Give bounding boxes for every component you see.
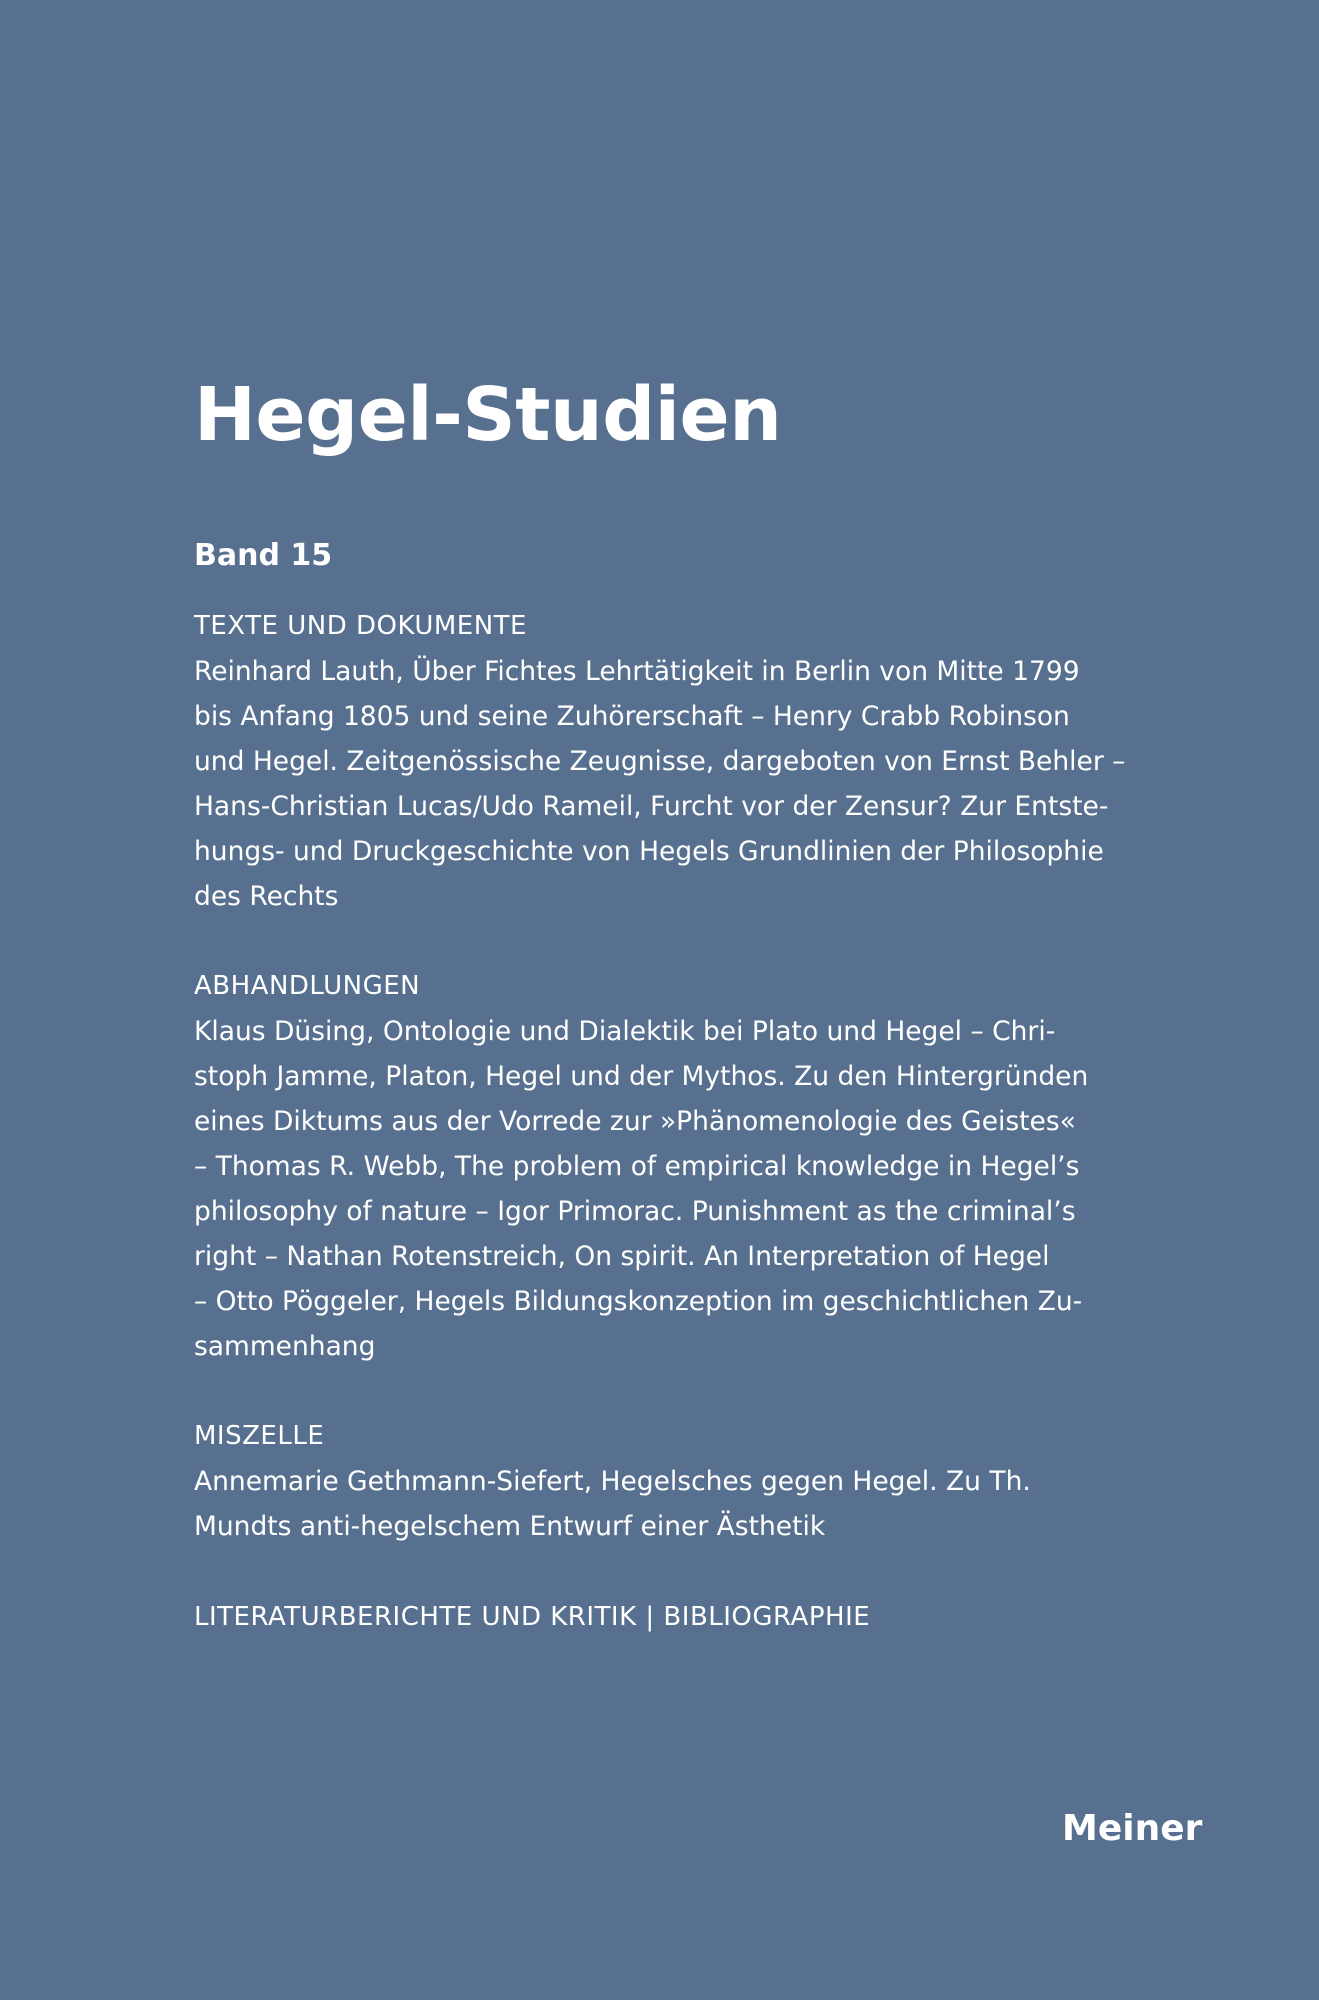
section-contents	[194, 649, 1134, 919]
contents-line: philosophy of nature – Igor Primorac. Punishment as the criminal’s	[194, 1196, 1076, 1227]
section-heading: TEXTE UND DOKUMENTE	[194, 611, 527, 641]
contents-line: des Rechts	[194, 881, 339, 912]
section-abhandlungen	[194, 964, 1134, 1369]
contents-line: – Otto Pöggeler, Hegels Bildungskonzeption im geschichtlichen Zu-	[194, 1286, 1083, 1317]
contents-line: hungs- und Druckgeschichte von Hegels Grundlinien der Philosophie	[194, 836, 1104, 867]
section-heading: ABHANDLUNGEN	[194, 971, 421, 1001]
contents-line: bis Anfang 1805 und seine Zuhörerschaft – Henry Crabb Robinson	[194, 701, 1070, 732]
contents-line: Annemarie Gethmann-Siefert, Hegelsches gegen Hegel. Zu Th.	[194, 1466, 1031, 1497]
book-title: Hegel-Studien	[194, 372, 782, 458]
contents-line: Klaus Düsing, Ontologie und Dialektik bei Plato und Hegel – Chri-	[194, 1016, 1056, 1047]
contents-line: und Hegel. Zeitgenössische Zeugnisse, dargeboten von Ernst Behler –	[194, 746, 1126, 777]
contents-line: sammenhang	[194, 1331, 376, 1362]
publisher-name: Meiner	[1062, 1808, 1203, 1849]
contents-line: eines Diktums aus der Vorrede zur »Phänomenologie des Geistes«	[194, 1106, 1076, 1137]
section-miszelle	[194, 1414, 1134, 1549]
contents-line: right – Nathan Rotenstreich, On spirit. An Interpretation of Hegel	[194, 1241, 1050, 1272]
section-contents	[194, 1009, 1134, 1369]
footer-sections: LITERATURBERICHTE UND KRITIK | BIBLIOGRAPHIE	[194, 1602, 871, 1632]
contents-line: – Thomas R. Webb, The problem of empirical knowledge in Hegel’s	[194, 1151, 1080, 1182]
contents-line: stoph Jamme, Platon, Hegel und der Mythos. Zu den Hintergründen	[194, 1061, 1089, 1092]
contents-line: Reinhard Lauth, Über Fichtes Lehrtätigkeit in Berlin von Mitte 1799	[194, 656, 1080, 687]
contents-line: Mundts anti-hegelschem Entwurf einer Ästhetik	[194, 1511, 826, 1542]
section-texte-und-dokumente	[194, 604, 1134, 919]
contents-line: Hans-Christian Lucas/Udo Rameil, Furcht vor der Zensur? Zur Entste-	[194, 791, 1109, 822]
section-heading: MISZELLE	[194, 1421, 325, 1451]
volume-number: Band 15	[194, 538, 333, 573]
section-contents	[194, 1459, 1134, 1549]
